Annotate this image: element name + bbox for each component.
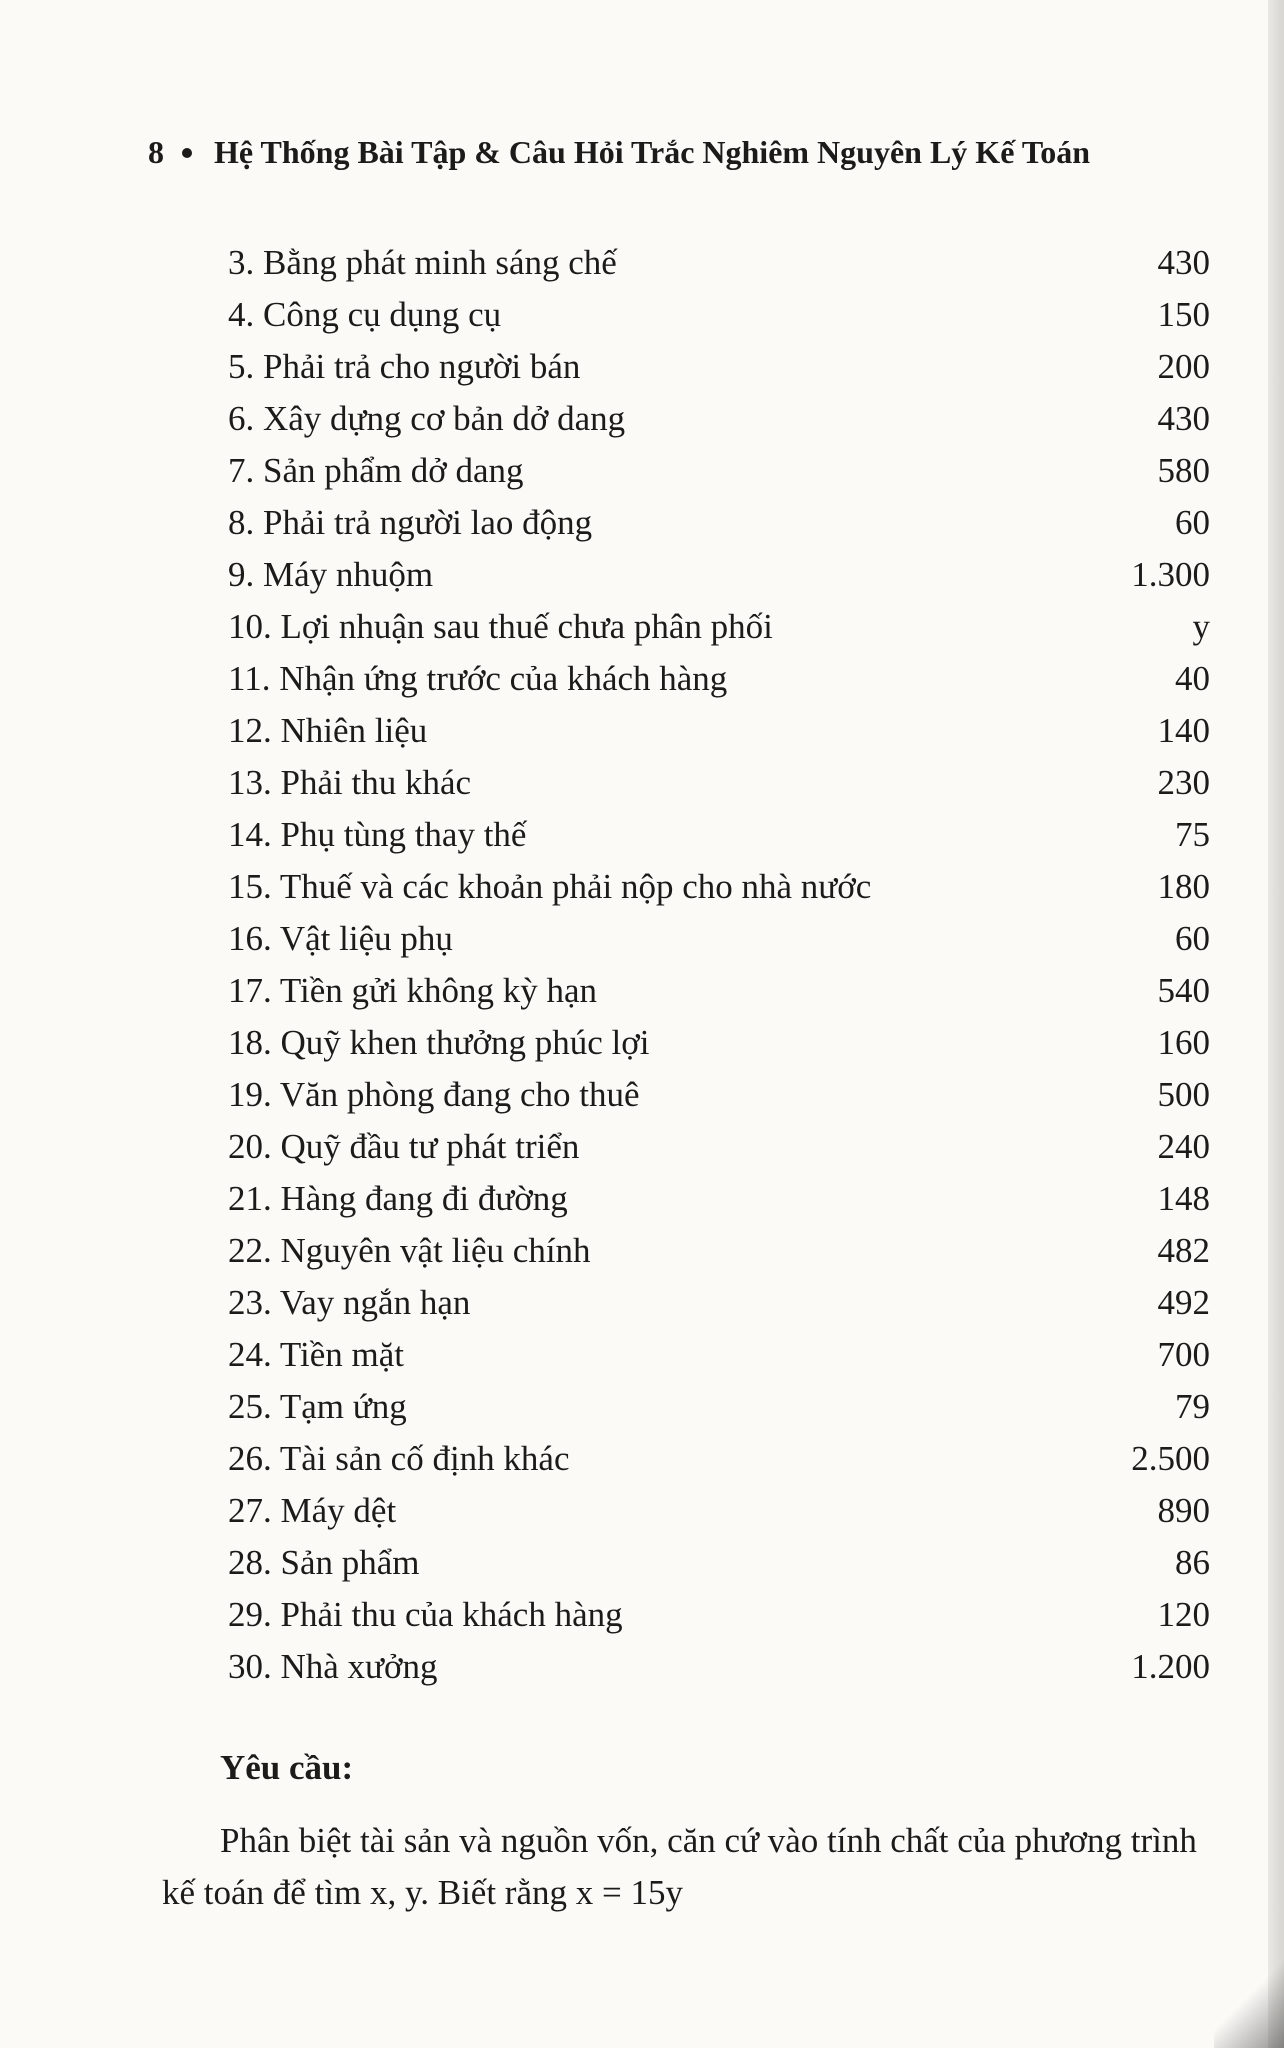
item-label: 10. Lợi nhuận sau thuế chưa phân phối — [228, 607, 773, 646]
item-value: 500 — [1157, 1075, 1210, 1114]
item-label: 25. Tạm ứng — [228, 1387, 407, 1426]
list-item — [228, 549, 1210, 601]
item-label: 6. Xây dựng cơ bản dở dang — [228, 399, 626, 438]
item-label: 26. Tài sản cố định khác — [228, 1439, 570, 1478]
item-value: 1.200 — [1131, 1647, 1210, 1686]
item-label: 8. Phải trả người lao động — [228, 503, 593, 542]
list-item — [228, 913, 1210, 965]
item-label: 4. Công cụ dụng cụ — [228, 295, 502, 334]
list-item — [228, 1537, 1210, 1589]
list-item — [228, 1329, 1210, 1381]
list-item — [228, 601, 1210, 653]
item-value: 120 — [1157, 1595, 1210, 1634]
list-item — [228, 965, 1210, 1017]
item-value: 540 — [1157, 971, 1210, 1010]
item-value: 240 — [1157, 1127, 1210, 1166]
item-value: 700 — [1157, 1335, 1210, 1374]
item-label: 21. Hàng đang đi đường — [228, 1179, 568, 1218]
item-value: 75 — [1175, 815, 1210, 854]
list-item — [228, 653, 1210, 705]
item-label: 22. Nguyên vật liệu chính — [228, 1231, 591, 1270]
requirement-title: Yêu cầu: — [220, 1748, 354, 1787]
item-value: 40 — [1175, 659, 1210, 698]
item-value: 150 — [1157, 295, 1210, 334]
item-label: 28. Sản phẩm — [228, 1543, 420, 1582]
item-value: 180 — [1157, 867, 1210, 906]
list-item — [228, 1485, 1210, 1537]
item-label: 12. Nhiên liệu — [228, 711, 428, 750]
item-value: 430 — [1157, 399, 1210, 438]
list-item — [228, 237, 1210, 289]
list-item — [228, 1589, 1210, 1641]
bullet-icon — [182, 148, 192, 158]
item-label: 20. Quỹ đầu tư phát triển — [228, 1127, 580, 1166]
page-corner-shadow — [1214, 1958, 1284, 2048]
item-value: 1.300 — [1131, 555, 1210, 594]
item-label: 30. Nhà xưởng — [228, 1647, 438, 1686]
item-label: 15. Thuế và các khoản phải nộp cho nhà nước — [228, 867, 872, 906]
requirement-text: Phân biệt tài sản và nguồn vốn, căn cứ vào tính chất của phương trình kế toán để tìm x, y. Biết rằng x = 15y — [162, 1821, 1197, 1912]
item-label: 5. Phải trả cho người bán — [228, 347, 581, 386]
item-value: 60 — [1175, 919, 1210, 958]
list-item — [228, 809, 1210, 861]
item-label: 27. Máy dệt — [228, 1491, 397, 1530]
list-item — [228, 1381, 1210, 1433]
list-item — [228, 861, 1210, 913]
item-value: 492 — [1157, 1283, 1210, 1322]
item-value: 230 — [1157, 763, 1210, 802]
item-value: 890 — [1157, 1491, 1210, 1530]
list-item — [228, 497, 1210, 549]
list-item — [228, 1017, 1210, 1069]
running-header — [148, 134, 1090, 171]
list-item — [228, 445, 1210, 497]
item-label: 23. Vay ngắn hạn — [228, 1283, 471, 1322]
book-title: Hệ Thống Bài Tập & Câu Hỏi Trắc Nghiêm Nguyên Lý Kế Toán — [214, 134, 1091, 170]
list-item — [228, 1433, 1210, 1485]
list-item — [228, 1121, 1210, 1173]
list-item — [228, 1173, 1210, 1225]
item-value: 580 — [1157, 451, 1210, 490]
item-label: 16. Vật liệu phụ — [228, 919, 453, 958]
item-label: 3. Bằng phát minh sáng chế — [228, 243, 617, 282]
item-label: 19. Văn phòng đang cho thuê — [228, 1075, 640, 1114]
list-item — [228, 1069, 1210, 1121]
item-label: 24. Tiền mặt — [228, 1335, 405, 1374]
item-label: 13. Phải thu khác — [228, 763, 472, 802]
item-value: 140 — [1157, 711, 1210, 750]
item-label: 29. Phải thu của khách hàng — [228, 1595, 623, 1634]
list-item — [228, 1277, 1210, 1329]
item-value: 2.500 — [1131, 1439, 1210, 1478]
item-value: 430 — [1157, 243, 1210, 282]
item-label: 9. Máy nhuộm — [228, 555, 434, 594]
list-item — [228, 1225, 1210, 1277]
item-value: y — [1192, 607, 1210, 646]
item-value: 60 — [1175, 503, 1210, 542]
item-label: 7. Sản phẩm dở dang — [228, 451, 524, 490]
list-item — [228, 289, 1210, 341]
list-item — [228, 393, 1210, 445]
list-item — [228, 705, 1210, 757]
item-value: 482 — [1157, 1231, 1210, 1270]
item-label: 11. Nhận ứng trước của khách hàng — [228, 659, 728, 698]
list-item — [228, 341, 1210, 393]
list-item — [228, 757, 1210, 809]
account-list — [228, 237, 1210, 1693]
page-edge — [1268, 0, 1284, 2048]
item-value: 79 — [1175, 1387, 1210, 1426]
item-label: 14. Phụ tùng thay thế — [228, 815, 527, 854]
item-value: 200 — [1157, 347, 1210, 386]
page-number: 8 — [148, 134, 164, 170]
item-value: 86 — [1175, 1543, 1210, 1582]
item-label: 17. Tiền gửi không kỳ hạn — [228, 971, 598, 1010]
list-item — [228, 1641, 1210, 1693]
item-value: 148 — [1157, 1179, 1210, 1218]
item-value: 160 — [1157, 1023, 1210, 1062]
item-label: 18. Quỹ khen thưởng phúc lợi — [228, 1023, 650, 1062]
